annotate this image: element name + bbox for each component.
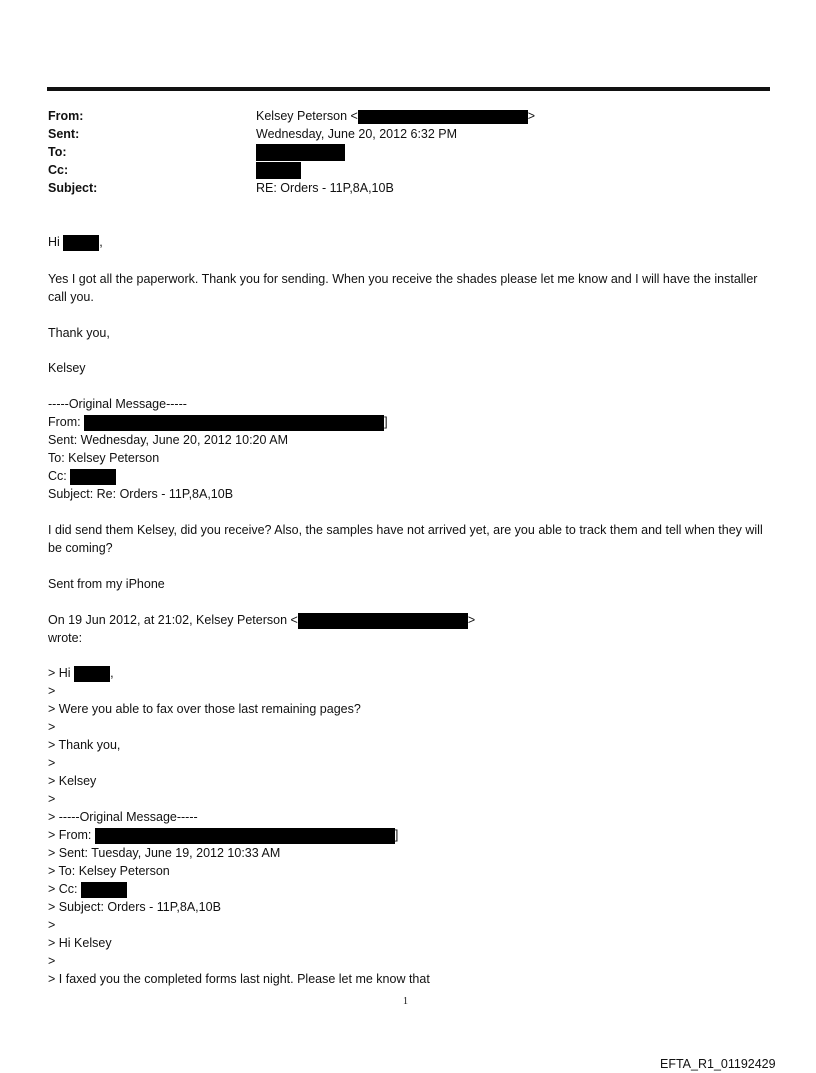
from-value: [256, 107, 535, 125]
quoted-blank-line: >: [48, 918, 56, 932]
quoted-from-label: > From:: [48, 828, 92, 842]
redaction-block: [63, 235, 99, 251]
sent-label: Sent:: [48, 127, 80, 141]
redaction-block: [256, 144, 345, 161]
signature: Kelsey: [48, 361, 86, 375]
sent-from-line: Sent from my iPhone: [48, 577, 165, 591]
quoted-hi-line: [48, 664, 773, 682]
redaction-block: [256, 162, 301, 179]
quoted-cc-label: > Cc:: [48, 882, 78, 896]
quoted-to-line: > To: Kelsey Peterson: [48, 864, 170, 878]
redaction-block: [298, 613, 468, 629]
quoted-blank-line: >: [48, 684, 56, 698]
quoted-blank-line: >: [48, 954, 56, 968]
quoted-fax-line: > Were you able to fax over those last remaining pages?: [48, 702, 361, 716]
redaction-block: [74, 666, 110, 682]
quoted-cc-line: [48, 880, 773, 898]
quoted-sent-line: > Sent: Tuesday, June 19, 2012 10:33 AM: [48, 846, 281, 860]
original-message-separator: -----Original Message-----: [48, 397, 187, 411]
orig-cc-label: Cc:: [48, 469, 67, 483]
orig-to-line: To: Kelsey Peterson: [48, 451, 160, 465]
quoted-blank-line: >: [48, 756, 56, 770]
from-name: Kelsey Peterson <: [256, 109, 358, 123]
bates-number: EFTA_R1_01192429: [660, 1057, 776, 1071]
quoted-from-line: [48, 826, 773, 844]
orig-from-label: From:: [48, 415, 81, 429]
quoted-kelsey-line: > Kelsey: [48, 774, 97, 788]
quoted-faxed-line: > I faxed you the completed forms last night. Please let me know that: [48, 972, 430, 986]
orig-from-close: ]: [384, 415, 388, 429]
wrote-line: wrote:: [48, 631, 83, 645]
thanks-line: Thank you,: [48, 326, 110, 340]
orig-sent-line: Sent: Wednesday, June 20, 2012 10:20 AM: [48, 433, 288, 447]
redaction-block: [84, 415, 384, 431]
sent-value: Wednesday, June 20, 2012 6:32 PM: [256, 127, 458, 141]
quoted-blank-line: >: [48, 792, 56, 806]
quoted-from-close: ]: [394, 828, 399, 842]
quoted-thanks-line: > Thank you,: [48, 738, 121, 752]
quoted-separator-line: > -----Original Message-----: [48, 810, 198, 824]
page-number: 1: [403, 996, 408, 1007]
cc-label: Cc:: [48, 163, 69, 177]
quoted-hi-suffix: ,: [110, 666, 114, 680]
orig-paragraph: I did send them Kelsey, did you receive? Also, the samples have not arrived yet, are you able to track them and tell when they will be coming?: [48, 523, 763, 555]
redaction-block: [70, 469, 116, 485]
orig-subject-line: Subject: Re: Orders - 11P,8A,10B: [48, 487, 234, 501]
orig-from-line: [48, 413, 773, 431]
quoted-hi-prefix: > Hi: [48, 666, 71, 680]
to-label: To:: [48, 145, 67, 159]
redaction-block: [81, 882, 127, 898]
on-date-line: [48, 611, 773, 629]
redaction-block: [95, 828, 395, 844]
on-date-close: >: [467, 613, 476, 627]
from-close: >: [527, 109, 536, 123]
subject-value: RE: Orders - 11P,8A,10B: [256, 181, 394, 195]
quoted-blank-line: >: [48, 720, 56, 734]
header-rule: [47, 87, 770, 91]
subject-label: Subject:: [48, 181, 98, 195]
greeting: [48, 233, 773, 251]
quoted-subject-line: > Subject: Orders - 11P,8A,10B: [48, 900, 221, 914]
email-header: [48, 107, 778, 197]
greeting-prefix: Hi: [48, 235, 60, 249]
quoted-hi-kelsey-line: > Hi Kelsey: [48, 936, 112, 950]
body-paragraph: Yes I got all the paperwork. Thank you for sending. When you receive the shades please let me know and I will have the installer call you.: [48, 272, 758, 304]
from-label: From:: [48, 109, 84, 123]
redaction-block: [358, 110, 528, 124]
on-date-prefix: On 19 Jun 2012, at 21:02, Kelsey Peterson <: [48, 613, 298, 627]
greeting-suffix: ,: [99, 235, 103, 249]
orig-cc-line: [48, 467, 773, 485]
